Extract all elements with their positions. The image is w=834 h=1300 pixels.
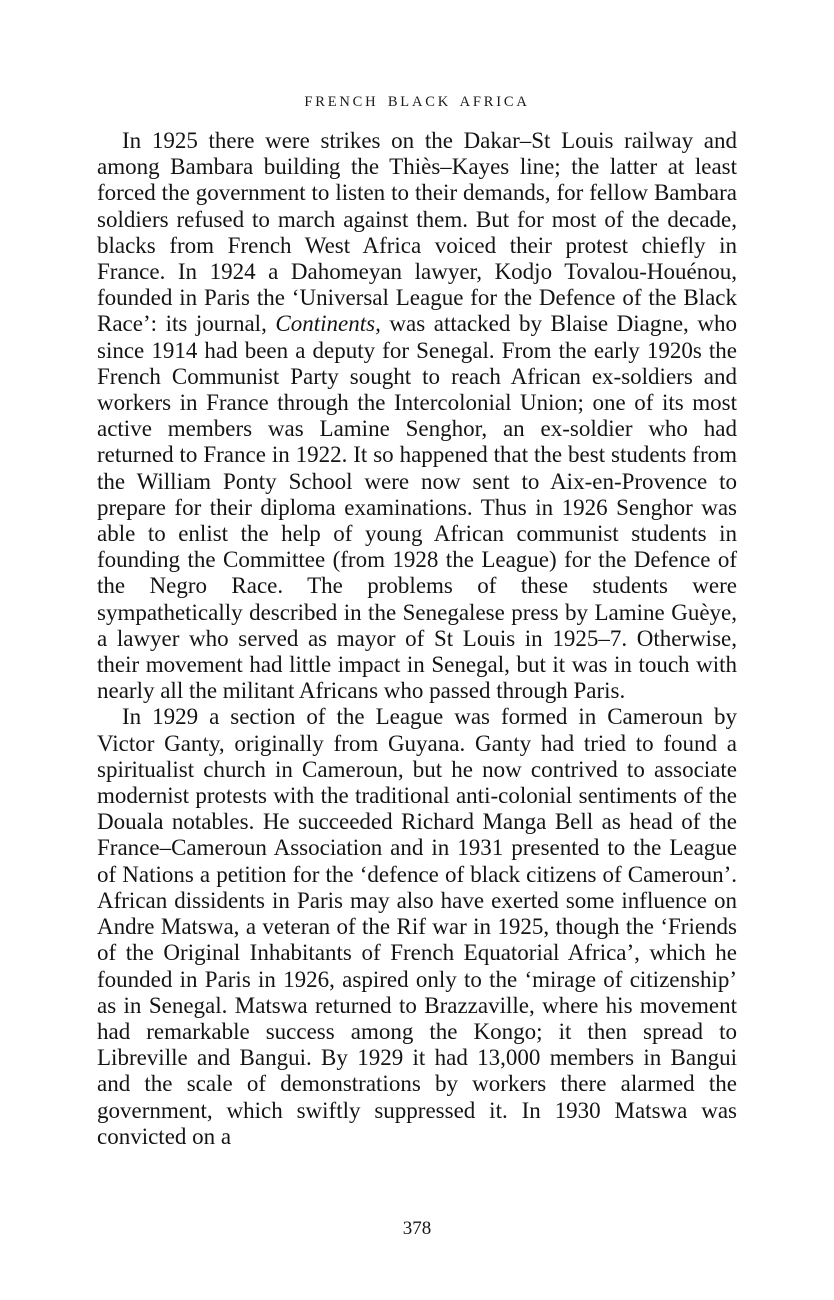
paragraph-1-text: In 1925 there were strikes on the Dakar–St Louis railway and among Bambara building the Thiès–Kayes line; the latter at least forced the government to listen to their demands, for fellow Bambara soldiers refused to march against them. But for most of the decade, blacks from French West Africa voiced their protest chiefly in France. In 1924 a Dahomeyan lawyer, Kodjo Tovalou-Houénou, founded in Paris the ‘Universal League for the Defence of the Black Race’: its journal, [97, 128, 737, 337]
page-number: 378 [402, 1218, 432, 1239]
paragraph-1-text-cont: was attacked by Blaise Diagne, who since 1914 had been a deputy for Senegal. From the early 1920s the French Communist Party sought to reach African ex-soldiers and workers in France through the Intercolonial Union; one of its most active members was Lamine Senghor, an ex-soldier who had returned to France in 1922. It so happened that the best students from the William Ponty School were now sent to Aix-en-Provence to prepare for their diploma examinations. Thus in 1926 Senghor was able to enlist the help of young African communist students in founding the Committee (from 1928 the League) for the Defence of the Negro Race. The problems of these students were sympathetically described in the Senegalese press by Lamine Guèye, a lawyer who served as mayor of St Louis in 1925–7. Otherwise, their movement had little impact in Senegal, but it was in touch with nearly all the militant Africans who passed through Paris. [97, 311, 737, 704]
paragraph-1 [97, 128, 737, 704]
body-text [97, 128, 737, 1150]
paragraph-2-text: In 1929 a section of the League was formed in Cameroun by Victor Ganty, originally from Guyana. Ganty had tried to found a spiritualist church in Cameroun, but he now contrived to associate modernist protests with the traditional anti-colonial sentiments of the Douala notables. He succeeded Richard Manga Bell as head of the France–Cameroun Association and in 1931 presented to the League of Nations a petition for the ‘defence of black citizens of Cameroun’. African dissidents in Paris may also have exerted some influence on Andre Matswa, a veteran of the Rif war in 1925, though the ‘Friends of the Original Inhabitants of French Equatorial Africa’, which he founded in Paris in 1926, aspired only to the ‘mirage of citizenship’ as in Senegal. Matswa returned to Brazzaville, where his movement had remarkable success among the Kongo; it then spread to Libreville and Bangui. By 1929 it had 13,000 members in Bangui and the scale of demonstrations by workers there alarmed the government, which swiftly suppressed it. In 1930 Matswa was convicted on a [97, 704, 737, 1149]
journal-title-italic: Continents, [275, 311, 381, 337]
running-head: FRENCH BLACK AFRICA [304, 94, 530, 110]
paragraph-2 [97, 704, 737, 1149]
